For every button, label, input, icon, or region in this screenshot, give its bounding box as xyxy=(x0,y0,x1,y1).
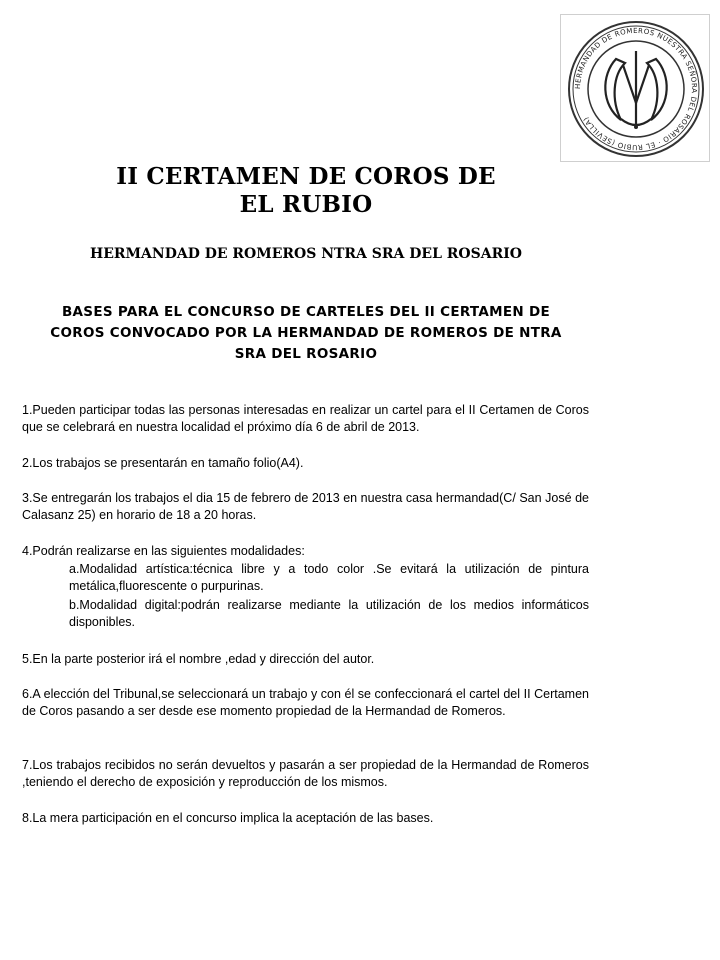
bases-heading xyxy=(20,302,592,365)
rule-4: 4.Podrán realizarse en las siguientes modalidades: xyxy=(22,544,305,558)
rule-3: 3.Se entregarán los trabajos el dia 15 de febrero de 2013 en nuestra casa hermandad(C/ San José de Calasanz 25) en horario de 18 a 20 horas. xyxy=(22,491,589,522)
page-title-line2: EL RUBIO xyxy=(239,191,373,218)
brotherhood-seal-icon xyxy=(561,15,711,163)
rule-4b: b.Modalidad digital:podrán realizarse mediante la utilización de los medios informáticos disponibles. xyxy=(69,598,589,629)
rule-8: 8.La mera participación en el concurso implica la aceptación de las bases. xyxy=(22,811,434,825)
rule-2: 2.Los trabajos se presentarán en tamaño folio(A4). xyxy=(22,456,304,470)
brotherhood-seal xyxy=(560,14,710,162)
bases-heading-line1: BASES PARA EL CONCURSO DE CARTELES DEL II CERTAMEN DE xyxy=(61,304,551,320)
rule-5: 5.En la parte posterior irá el nombre ,edad y dirección del autor. xyxy=(22,652,375,666)
rule-6: 6.A elección del Tribunal,se seleccionará un trabajo y con él se confeccionará el cartel del II Certamen de Coros pasando a ser desde ese momento propiedad de la Hermandad de Romeros. xyxy=(22,687,589,718)
bases-heading-line2: COROS CONVOCADO POR LA HERMANDAD DE ROMEROS DE NTRA xyxy=(50,325,562,341)
seal-text: HERMANDAD DE ROMEROS NUESTRA SEÑORA DEL ROSARIO · EL RUBIO (SEVILLA) xyxy=(573,26,699,152)
organization-subtitle: HERMANDAD DE ROMEROS NTRA SRA DEL ROSARIO xyxy=(90,246,522,262)
rule-7: 7.Los trabajos recibidos no serán devueltos y pasarán a ser propiedad de la Hermandad de Romeros ,teniendo el derecho de exposición y reproducción de los mismos. xyxy=(22,758,589,789)
bases-heading-line3: SRA DEL ROSARIO xyxy=(234,346,378,362)
rule-4a: a.Modalidad artística:técnica libre y a todo color .Se evitará la utilización de pintura metálica,fluorescente o purpurinas. xyxy=(69,562,589,593)
page-title-line1: II CERTAMEN DE COROS DE xyxy=(116,163,496,190)
rule-1: 1.Pueden participar todas las personas interesadas en realizar un cartel para el II Certamen de Coros que se celebrará en nuestra localidad el próximo día 6 de abril de 2013. xyxy=(22,403,589,434)
